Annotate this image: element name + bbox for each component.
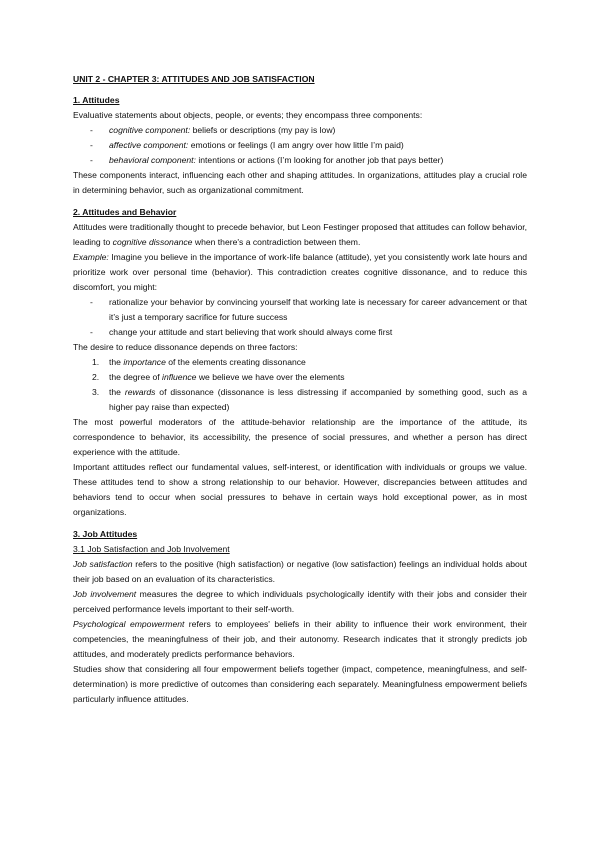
example-paragraph: Example: Imagine you believe in the importance of work-life balance (attitude), yet you consistently work late hours and prioritize work over personal time (behavior). This contradiction creates cognitive dissonance, and to reduce this discomfort, you might: — [73, 252, 527, 292]
studies-paragraph: Studies show that considering all four empowerment beliefs together (impact, competence, meaningfulness, and self-determination) is more predictive of outcomes than considering each separately. Meaningfulness empowerment beliefs particularly influence attitudes. — [73, 664, 527, 704]
factors-intro: The desire to reduce dissonance depends on three factors: — [73, 342, 298, 352]
section-1-intro: Evaluative statements about objects, people, or events; they encompass three components: — [73, 110, 423, 120]
list-item: - change your attitude and start believing that work should always come first — [73, 325, 527, 340]
component-term: behavioral component: — [109, 155, 196, 165]
job-satisfaction-paragraph: Job satisfaction refers to the positive (high satisfaction) or negative (low satisfaction) feelings an individual holds about their job based on an evaluation of its characteristics. — [73, 559, 527, 584]
component-desc: beliefs or descriptions (my pay is low) — [190, 125, 336, 135]
document-page — [73, 72, 527, 707]
moderators-paragraph: The most powerful moderators of the attitude-behavior relationship are the importance of the attitude, its correspondence to behavior, its accessibility, the presence of social pressures, and whether a person has direct experience with the attitude. — [73, 417, 527, 457]
section-2-heading: 2. Attitudes and Behavior — [73, 207, 177, 217]
components-list — [73, 123, 527, 168]
dash-bullet: - — [90, 140, 93, 150]
list-item: 2. the degree of influence we believe we have over the elements — [92, 372, 345, 382]
list-item: 3. the rewards of dissonance (dissonance is less distressing if accompanied by something good, such as a higher pay raise than expected) — [92, 387, 527, 412]
component-desc: emotions or feelings (I am angry over how little I’m paid) — [188, 140, 404, 150]
section-1-outro: These components interact, influencing each other and shaping attitudes. In organizations, attitudes play a crucial role in determining behavior, such as organizational commitment. — [73, 170, 527, 195]
dissonance-term: cognitive dissonance — [112, 237, 193, 247]
dash-bullet: - — [90, 297, 93, 307]
dissonance-reduction-list — [73, 295, 527, 340]
document-title: UNIT 2 - CHAPTER 3: ATTITUDES AND JOB SATISFACTION — [73, 74, 315, 84]
list-item — [73, 123, 527, 138]
section-2-paragraph-1: Attitudes were traditionally thought to precede behavior, but Leon Festinger proposed that attitudes can follow behavior, leading to cognitive dissonance when there's a contradiction between them. — [73, 222, 527, 247]
list-item — [73, 153, 527, 168]
example-label: Example: — [73, 252, 109, 262]
section-3-heading: 3. Job Attitudes — [73, 529, 138, 539]
component-term: affective component: — [109, 140, 189, 150]
factors-list — [73, 355, 527, 415]
job-involvement-paragraph: Job involvement measures the degree to which individuals psychologically identify with their jobs and consider their perceived performance levels important to their self-worth. — [73, 589, 527, 614]
component-desc: intentions or actions (I’m looking for another job that pays better) — [195, 155, 444, 165]
list-item: - rationalize your behavior by convincing yourself that working late is necessary for career advancement or that it’s just a temporary sacrifice for future success — [90, 297, 527, 322]
subsection-3-1-heading: 3.1 Job Satisfaction and Job Involvement — [73, 544, 230, 554]
dash-bullet: - — [90, 327, 93, 337]
important-attitudes-paragraph: Important attitudes reflect our fundamental values, self-interest, or identification with individuals or groups we value. These attitudes tend to show a strong relationship to our behavior. However, discrepancies between attitudes and behaviors tend to occur when social pressures to behave in certain ways hold exceptional power, as in most organizations. — [73, 462, 527, 517]
dash-bullet: - — [90, 155, 93, 165]
component-term: cognitive component: — [109, 125, 191, 135]
list-item: 1. the importance of the elements creating dissonance — [92, 357, 306, 367]
empowerment-paragraph: Psychological empowerment refers to employees' beliefs in their ability to influence their work environment, their competencies, the meaningfulness of their job, and their autonomy. Research indicates that it strongly predicts job attitudes, and moderately predicts performance behaviors. — [73, 619, 527, 659]
dash-bullet: - — [90, 125, 93, 135]
section-1-heading: 1. Attitudes — [73, 95, 120, 105]
list-item — [73, 138, 527, 153]
